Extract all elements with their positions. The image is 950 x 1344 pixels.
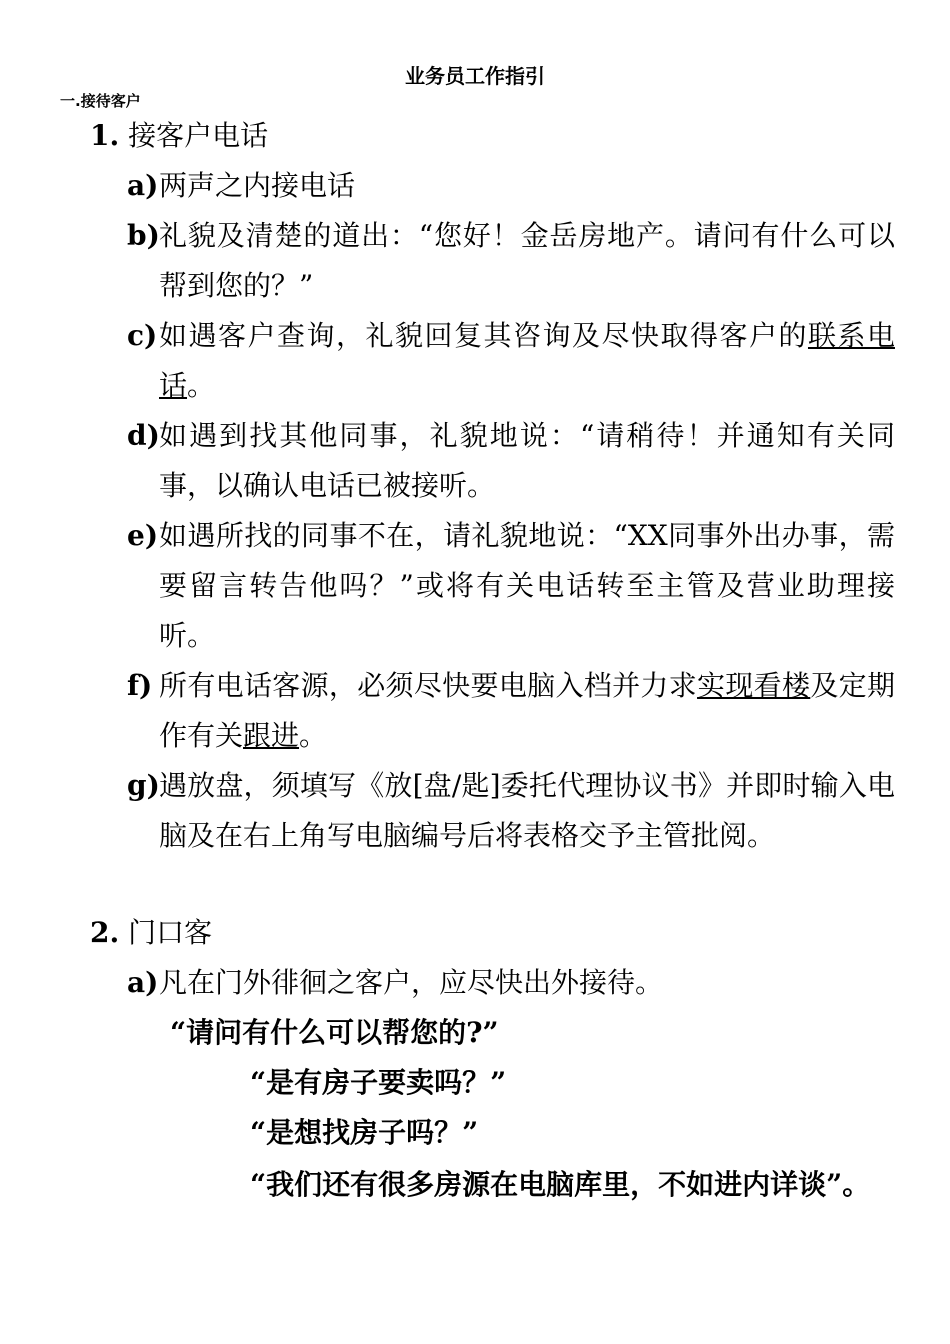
item-label: f)	[127, 669, 153, 702]
underlined-viewing: 实现看楼	[697, 669, 811, 702]
item-text: 遇放盘，须填写《放[盘/匙]委托代理协议书》并即时输入电脑及在右上角写电脑编号后将表格交予主管批阅。	[159, 769, 895, 852]
section-heading: 一.接待客户	[60, 92, 141, 110]
heading-2	[90, 915, 212, 951]
heading-1-number: 1.	[90, 119, 120, 152]
heading-2-number: 2.	[90, 916, 120, 949]
list-item-2a	[127, 958, 895, 1008]
item-label: c)	[127, 319, 158, 352]
quote-line-long: “我们还有很多房源在电脑库里，不如进内详谈”。	[250, 1168, 871, 1201]
item-text-pre: 如遇客户查询，礼貌回复其咨询及尽快取得客户的	[159, 319, 808, 352]
item-text: 两声之内接电话	[159, 169, 356, 202]
heading-2-text: 门口客	[128, 916, 213, 949]
underlined-follow-up: 跟进	[243, 719, 300, 752]
quote-line: “是有房子要卖吗？”	[250, 1066, 507, 1099]
list-item-1f	[127, 661, 895, 761]
item-label: b)	[127, 219, 160, 252]
item-label: a)	[127, 966, 159, 999]
list-item-1b	[127, 211, 895, 311]
document-title: 业务员工作指引	[405, 64, 545, 88]
list-item-1g	[127, 761, 895, 861]
list-item-1c	[127, 311, 895, 411]
item-text: 如遇所找的同事不在，请礼貌地说：“XX同事外出办事，需要留言转告他吗？”或将有关电话转至主管及营业助理接听。	[159, 519, 895, 652]
item-label: e)	[127, 519, 159, 552]
list-item-1d	[127, 411, 895, 511]
item-label: a)	[127, 169, 159, 202]
heading-1-text: 接客户电话	[128, 119, 269, 152]
item-text: 凡在门外徘徊之客户，应尽快出外接待。	[159, 966, 664, 999]
item-text	[159, 661, 895, 761]
item-label: d)	[127, 419, 160, 452]
item-label: g)	[127, 769, 160, 802]
item-text	[159, 311, 895, 411]
item-text: 如遇到找其他同事，礼貌地说：“请稍待！并通知有关同事，以确认电话已被接听。	[159, 419, 895, 502]
item-text-post: 。	[187, 369, 216, 402]
heading-1	[90, 118, 268, 154]
list-item-1a	[127, 161, 895, 211]
quote-line: “是想找房子吗？”	[250, 1116, 479, 1149]
underlined-contact-phone: 联系电话	[159, 319, 895, 402]
item-text-post: 。	[299, 719, 328, 752]
item-text-pre: 所有电话客源，必须尽快要电脑入档并力求	[159, 669, 698, 702]
item-text: 礼貌及清楚的道出：“您好！金岳房地产。请问有什么可以帮到您的？”	[159, 219, 895, 302]
list-item-1e	[127, 511, 895, 661]
quote-line: “请问有什么可以帮您的?”	[170, 1016, 499, 1049]
item-text-mid: 及定期作有关	[159, 669, 895, 752]
